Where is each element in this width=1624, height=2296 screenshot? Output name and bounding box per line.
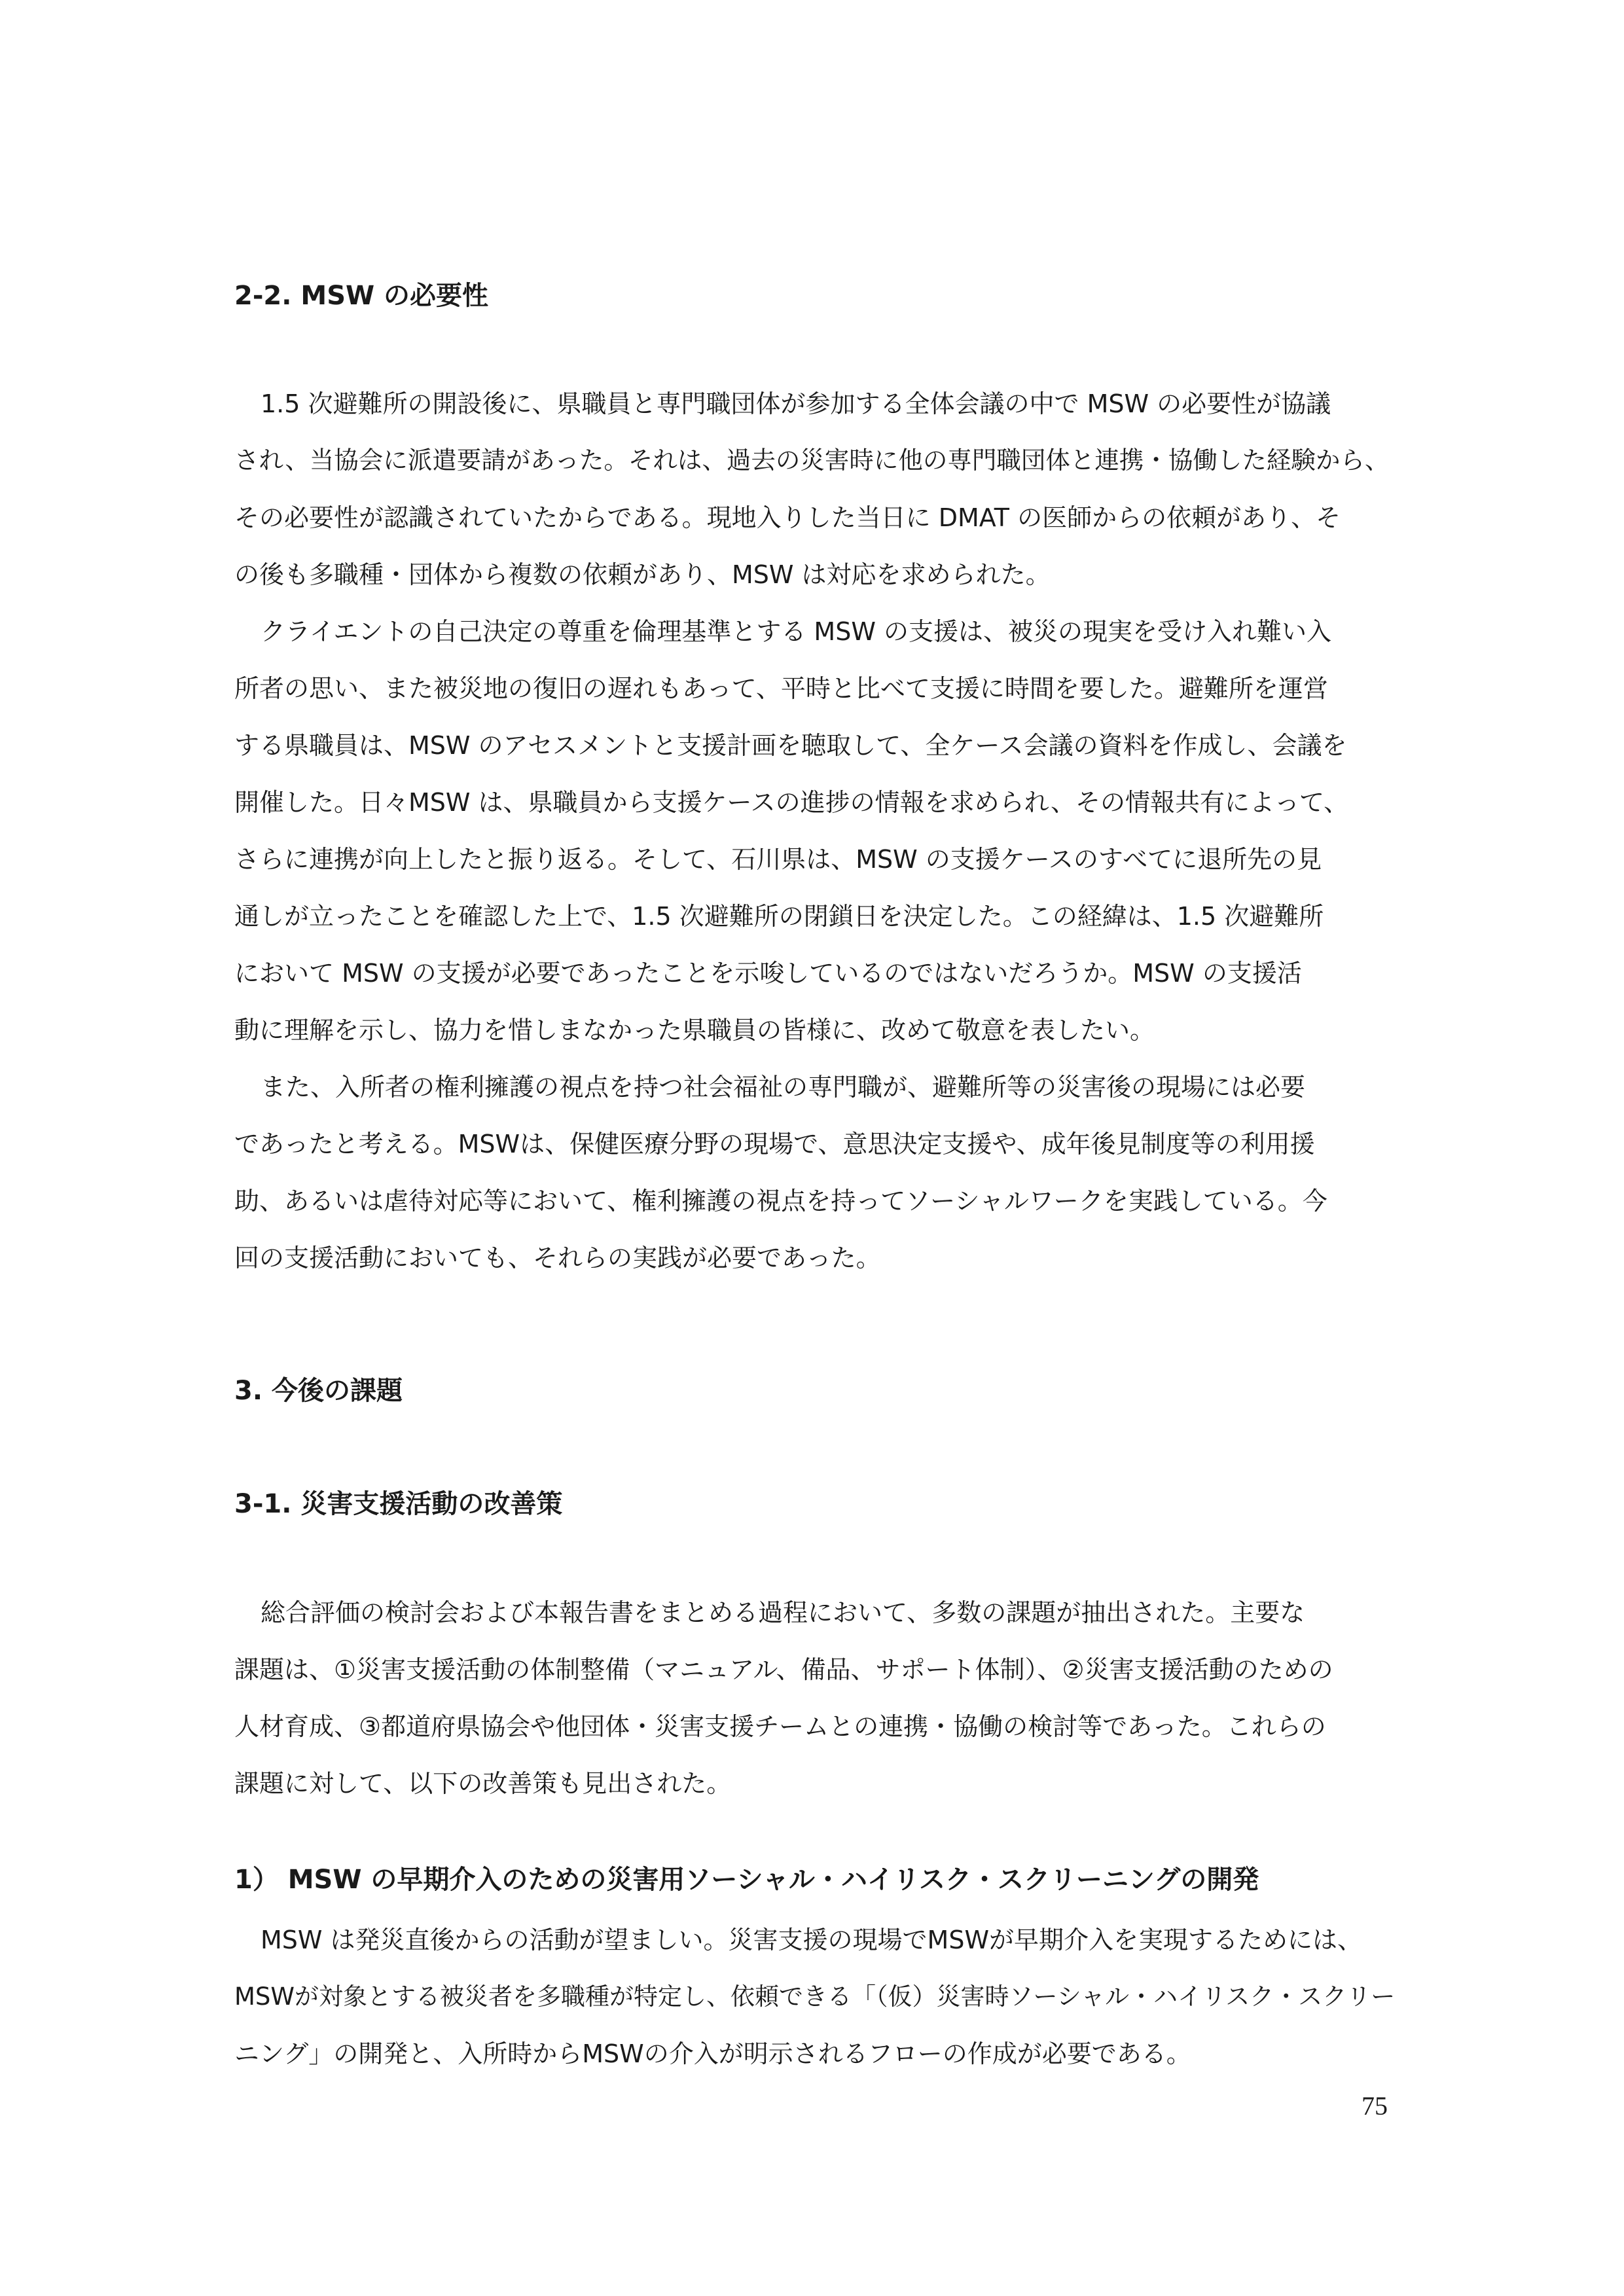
- body-line: ニング」の開発と、入所時からMSWの介入が明示されるフローの作成が必要である。: [234, 2039, 1191, 2068]
- section-heading-2-2: 2-2. MSW の必要性: [234, 281, 489, 311]
- body-line: さらに連携が向上したと振り返る。そして、石川県は、MSW の支援ケースのすべてに退所先の見: [234, 845, 1322, 874]
- subsection-heading-1: 1） MSW の早期介入のための災害用ソーシャル・ハイリスク・スクリーニングの開発: [234, 1865, 1259, 1895]
- body-line: の後も多職種・団体から複数の依頼があり、MSW は対応を求められた。: [234, 560, 1051, 589]
- body-line: 課題に対して、以下の改善策も見出された。: [234, 1769, 732, 1798]
- body-line: 回の支援活動においても、それらの実践が必要であった。: [234, 1244, 881, 1272]
- body-line: であったと考える。MSWは、保健医療分野の現場で、意思決定支援や、成年後見制度等の利用援: [234, 1130, 1315, 1158]
- section-heading-3: 3. 今後の課題: [234, 1376, 403, 1406]
- body-line: 所者の思い、また被災地の復旧の遅れもあって、平時と比べて支援に時間を要した。避難所を運営: [234, 674, 1328, 703]
- body-line: 動に理解を示し、協力を惜しまなかった県職員の皆様に、改めて敬意を表したい。: [234, 1016, 1155, 1045]
- body-line: MSW は発災直後からの活動が望ましい。災害支援の現場でMSWが早期介入を実現するためには、: [261, 1926, 1363, 1954]
- body-line: する県職員は、MSW のアセスメントと支援計画を聴取して、全ケース会議の資料を作成し、会議を: [234, 731, 1347, 760]
- body-line: MSWが対象とする被災者を多職種が特定し、依頼できる「（仮）災害時ソーシャル・ハイリスク・スクリー: [234, 1982, 1396, 2011]
- body-line: その必要性が認識されていたからである。現地入りした当日に DMAT の医師からの依頼があり、そ: [234, 503, 1341, 532]
- body-line: 開催した。日々MSW は、県職員から支援ケースの進捗の情報を求められ、その情報共有によって、: [234, 788, 1349, 817]
- body-line: 総合評価の検討会および本報告書をまとめる過程において、多数の課題が抽出された。主要な: [261, 1598, 1305, 1627]
- body-line: され、当協会に派遣要請があった。それは、過去の災害時に他の専門職団体と連携・協働した経験から、: [234, 446, 1390, 475]
- body-line: 1.5 次避難所の開設後に、県職員と専門職団体が参加する全体会議の中で MSW の必要性が協議: [261, 389, 1331, 418]
- body-line: 通しが立ったことを確認した上で、1.5 次避難所の閉鎖日を決定した。この経緯は、1.5 次避難所: [234, 902, 1324, 931]
- body-line: 助、あるいは虐待対応等において、権利擁護の視点を持ってソーシャルワークを実践している。今: [234, 1187, 1327, 1215]
- page-number: 75: [1362, 2091, 1388, 2121]
- body-line: 人材育成、③都道府県協会や他団体・災害支援チームとの連携・協働の検討等であった。これらの: [234, 1712, 1326, 1741]
- section-heading-3-1: 3-1. 災害支援活動の改善策: [234, 1489, 563, 1519]
- body-line: 課題は、①災害支援活動の体制整備（マニュアル、備品、サポート体制）、②災害支援活動のための: [234, 1655, 1333, 1684]
- body-line: において MSW の支援が必要であったことを示唆しているのではないだろうか。MSW の支援活: [234, 959, 1302, 988]
- body-line: また、入所者の権利擁護の視点を持つ社会福祉の専門職が、避難所等の災害後の現場には必要: [261, 1073, 1306, 1102]
- body-line: クライエントの自己決定の尊重を倫理基準とする MSW の支援は、被災の現実を受け入れ難い入: [261, 617, 1331, 646]
